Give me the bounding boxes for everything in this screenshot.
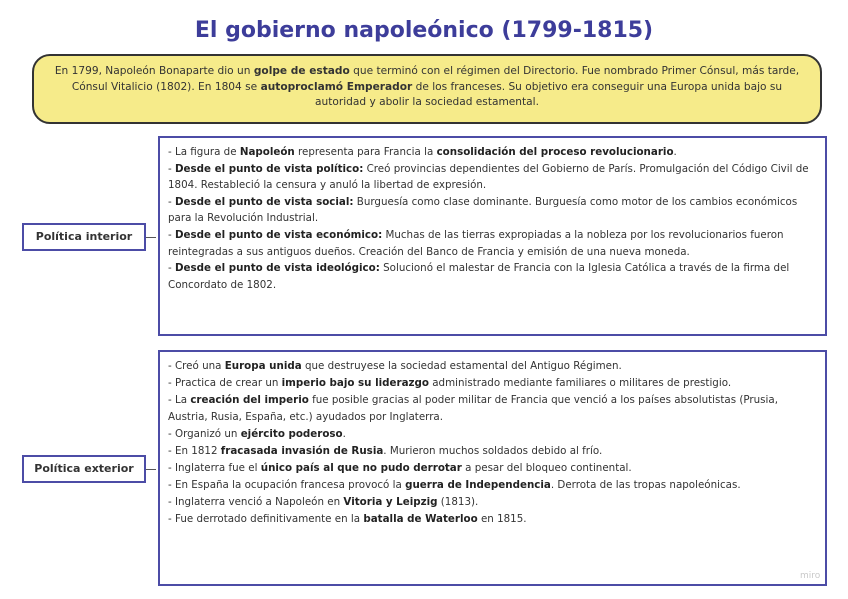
politica-exterior-connector — [146, 469, 156, 470]
bullet-bold-text: guerra de Independencia — [405, 479, 551, 491]
bullet-line — [168, 426, 817, 443]
intro-box — [32, 54, 822, 124]
bullet-text: representa para Francia la — [294, 146, 437, 158]
page-title: El gobierno napoleónico (1799-1815) — [194, 18, 654, 43]
bullet-text: en 1815. — [477, 513, 527, 525]
politica-exterior-box — [158, 350, 827, 586]
bullet-text: - Practica de crear un — [168, 377, 282, 389]
bullet-text: que destruyese la sociedad estamental del Antiguo Régimen. — [301, 360, 622, 372]
bullet-text: . Derrota de las tropas napoleónicas. — [550, 479, 741, 491]
bullet-bold-text: Desde el punto de vista ideológico: — [175, 262, 380, 275]
bullet-line — [168, 460, 817, 477]
bullet-bold-text: Desde el punto de vista político: — [175, 162, 364, 175]
bullet-line — [168, 227, 817, 260]
bullet-line — [168, 443, 817, 460]
bullet-line — [168, 358, 817, 375]
bullet-line — [168, 511, 817, 528]
bullet-line — [168, 494, 817, 511]
bullet-text: (1813). — [437, 496, 479, 508]
bullet-text: - Inglaterra venció a Napoleón en — [168, 496, 344, 508]
bullet-bold-text: Europa unida — [224, 360, 302, 372]
bullet-text: - En España la ocupación francesa provocó la — [168, 479, 406, 491]
politica-interior-label: Política interior — [22, 223, 146, 251]
bullet-bold-text: fracasada invasión de Rusia — [220, 445, 384, 457]
bullet-bold-text: Napoleón — [239, 146, 295, 158]
politica-interior-box — [158, 136, 827, 336]
bullet-line — [168, 144, 817, 161]
bullet-text: . — [673, 146, 677, 158]
bullet-bold-text: imperio bajo su liderazgo — [281, 377, 429, 389]
bullet-bold-text: consolidación del proceso revolucionario — [436, 146, 674, 158]
bullet-text: fue posible gracias al poder militar de Francia que venció a los países absolutistas (Prusia, Austria, Rusia, España, etc.) ayudados por Inglaterra. — [168, 394, 778, 423]
intro-bold-text: autoproclamó Emperador — [260, 80, 413, 93]
bullet-text: Creó provincias dependientes del Gobierno de París. Promulgación del Código Civil de 1804. Restableció la censura y anuló la libertad de expresión. — [168, 162, 809, 192]
bullet-bold-text: Desde el punto de vista económico: — [175, 228, 383, 241]
bullet-text: a pesar del bloqueo continental. — [461, 462, 632, 474]
bullet-bold-text: único país al que no pudo derrotar — [260, 462, 462, 474]
intro-text: que terminó con el régimen del Directorio. Fue nombrado Primer Cónsul, más tarde, Cónsul Vitalicio (1802). En 1804 se — [71, 65, 800, 93]
bullet-text: administrado mediante familiares o militares de prestigio. — [428, 377, 732, 389]
bullet-bold-text: Desde el punto de vista social: — [175, 195, 354, 208]
bullet-text: - En 1812 — [168, 445, 221, 457]
bullet-bold-text: batalla de Waterloo — [363, 513, 478, 525]
bullet-bold-text: Vitoria y Leipzig — [343, 496, 438, 508]
politica-interior-connector — [146, 237, 156, 238]
bullet-line — [168, 375, 817, 392]
intro-bold-text: golpe de estado — [253, 65, 350, 77]
bullet-text: - La figura de — [168, 146, 240, 158]
bullet-bold-text: creación del imperio — [190, 394, 309, 406]
bullet-text: - — [168, 262, 175, 275]
bullet-bold-text: ejército poderoso — [240, 428, 343, 440]
bullet-line — [168, 477, 817, 494]
bullet-line — [168, 260, 817, 293]
bullet-text: - Inglaterra fue el — [168, 462, 261, 474]
bullet-text: . — [342, 428, 346, 440]
bullet-text: . Murieron muchos soldados debido al frío. — [383, 445, 603, 457]
bullet-line — [168, 392, 817, 426]
bullet-text: Muchas de las tierras expropiadas a la nobleza por los revolucionarios fueron reintegradas a sus antiguos dueños. Creación del Banco de Francia y emisión de una nueva moneda. — [168, 228, 784, 258]
bullet-line — [168, 161, 817, 194]
bullet-text: - — [168, 228, 175, 241]
bullet-text: Burguesía como clase dominante. Burguesía como motor de los cambios económicos para la Revolución Industrial. — [168, 195, 798, 225]
intro-text: En 1799, Napoleón Bonaparte dio un — [54, 65, 254, 77]
bullet-line — [168, 194, 817, 227]
bullet-text: - Organizó un — [168, 428, 241, 440]
bullet-text: - — [168, 195, 175, 208]
bullet-text: - Creó una — [168, 360, 225, 372]
miro-watermark: miro — [800, 571, 821, 581]
bullet-text: - La — [168, 394, 191, 406]
politica-exterior-label: Política exterior — [22, 455, 146, 483]
bullet-text: Solucionó el malestar de Francia con la Iglesia Católica a través de la firma del Concordato de 1802. — [168, 262, 790, 291]
intro-text: de los franceses. Su objetivo era conseguir una Europa unida bajo su autoridad y abolir la sociedad estamental. — [315, 80, 783, 108]
bullet-text: - — [168, 162, 175, 175]
bullet-text: - Fue derrotado definitivamente en la — [168, 513, 364, 525]
